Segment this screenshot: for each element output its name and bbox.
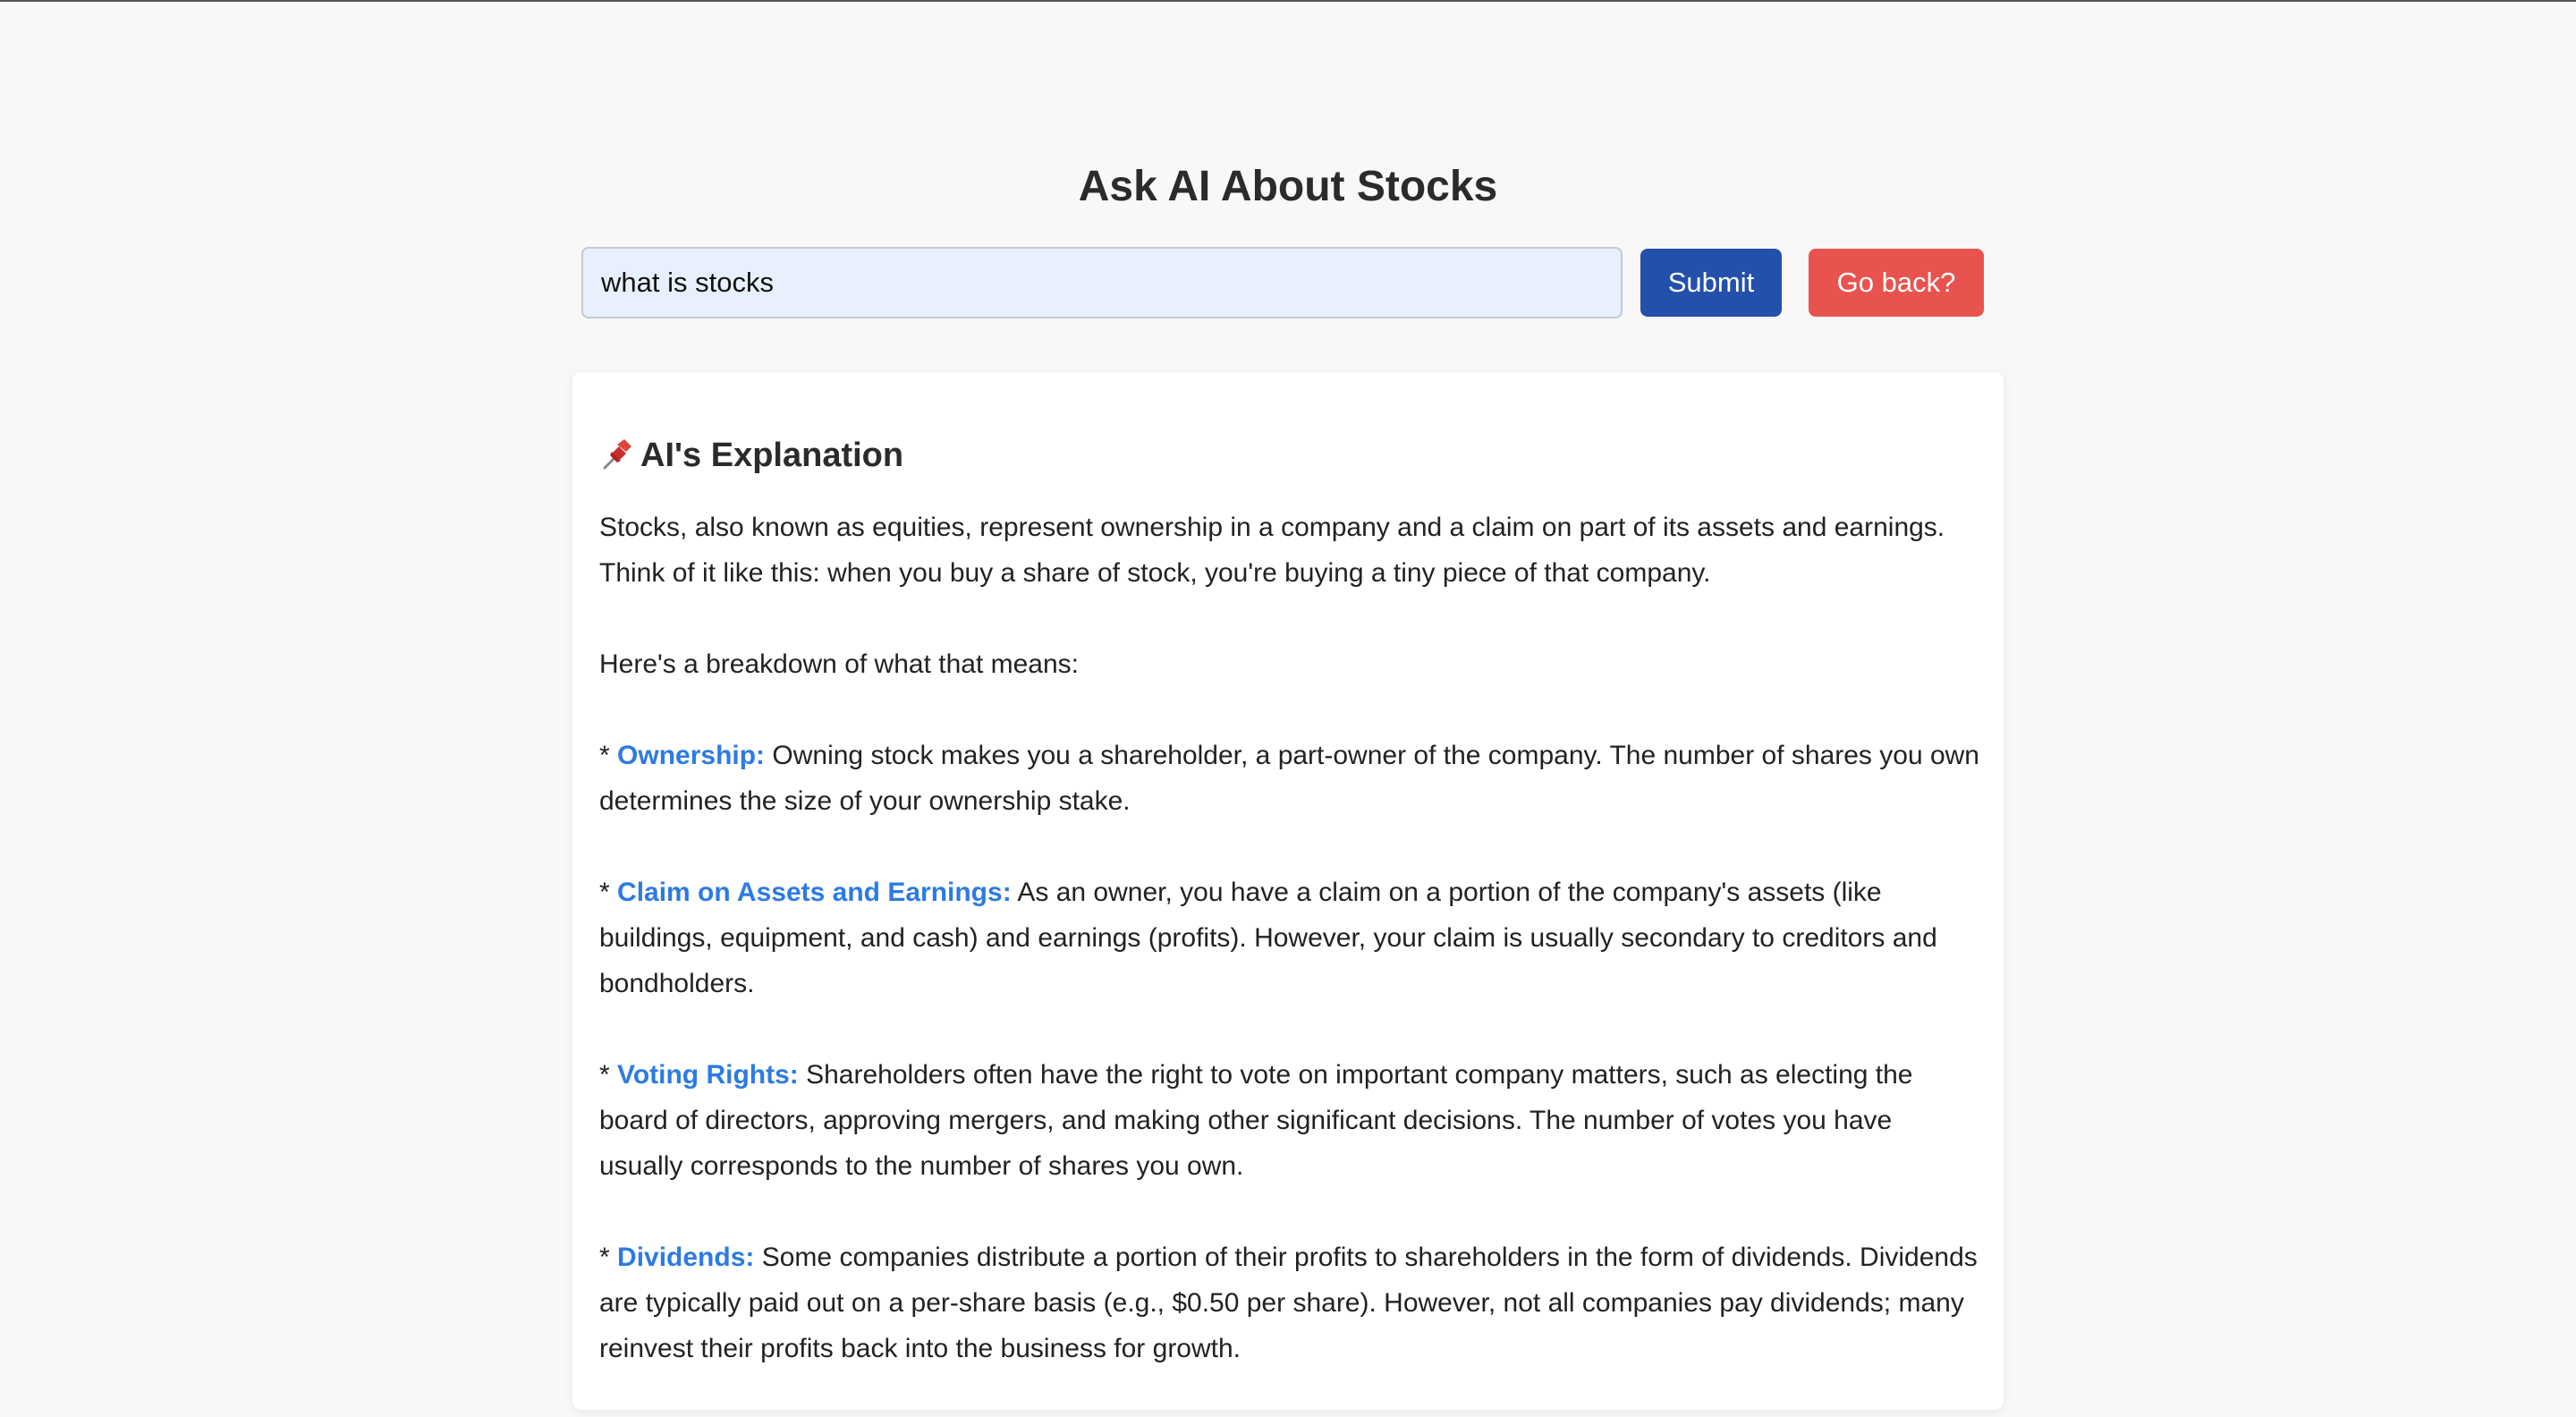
- point-text: Some companies distribute a portion of their profits to shareholders in the form of dividends. Dividends are typically paid out on a per-share basis (e.g., $0.50 per share). However, not all companies pay dividends; many reinvest their profits back into the business for growth.: [599, 1243, 1978, 1363]
- top-border: [0, 0, 2576, 2]
- bullet-marker: *: [599, 1060, 610, 1090]
- point-text: As an owner, you have a claim on a portion of the company's assets (like buildings, equipment, and cash) and earnings (profits). However, your claim is usually secondary to creditors and bondholders.: [599, 878, 1937, 998]
- explanation-point: [599, 870, 1982, 1006]
- explanation-intro: Stocks, also known as equities, represent ownership in a company and a claim on part of its assets and earnings. Think of it like this: when you buy a share of stock, you're buying a tiny piece of that company.: [599, 513, 1945, 588]
- point-term: Voting Rights:: [617, 1060, 799, 1090]
- question-input[interactable]: [581, 247, 1623, 318]
- point-term: Ownership:: [617, 741, 766, 770]
- explanation-point: [599, 1052, 1982, 1189]
- point-term: Dividends:: [617, 1243, 755, 1272]
- explanation-point: [599, 733, 1982, 824]
- bullet-marker: *: [599, 741, 610, 770]
- explanation-card: [572, 372, 2004, 1410]
- point-term: Claim on Assets and Earnings:: [617, 878, 1012, 907]
- explanation-content: [599, 433, 1982, 1417]
- explanation-heading: [599, 433, 1982, 478]
- point-text: Shareholders often have the right to vote on important company matters, such as electing the board of directors, approving mergers, and making other significant decisions. The number of votes you have usually corresponds to the number of shares you own.: [599, 1060, 1913, 1181]
- pushpin-icon: [599, 437, 633, 473]
- bullet-marker: *: [599, 1243, 610, 1272]
- go-back-button[interactable]: Go back?: [1809, 249, 1984, 317]
- bullet-marker: *: [599, 878, 610, 907]
- explanation-point: [599, 1235, 1982, 1371]
- submit-button[interactable]: Submit: [1640, 249, 1782, 317]
- explanation-breakdown-lead: Here's a breakdown of what that means:: [599, 649, 1080, 679]
- point-text: Owning stock makes you a shareholder, a part-owner of the company. The number of shares you own determines the size of your ownership stake.: [599, 741, 1979, 816]
- page-title: Ask AI About Stocks: [1078, 163, 1498, 210]
- explanation-heading-text: AI's Explanation: [640, 437, 904, 474]
